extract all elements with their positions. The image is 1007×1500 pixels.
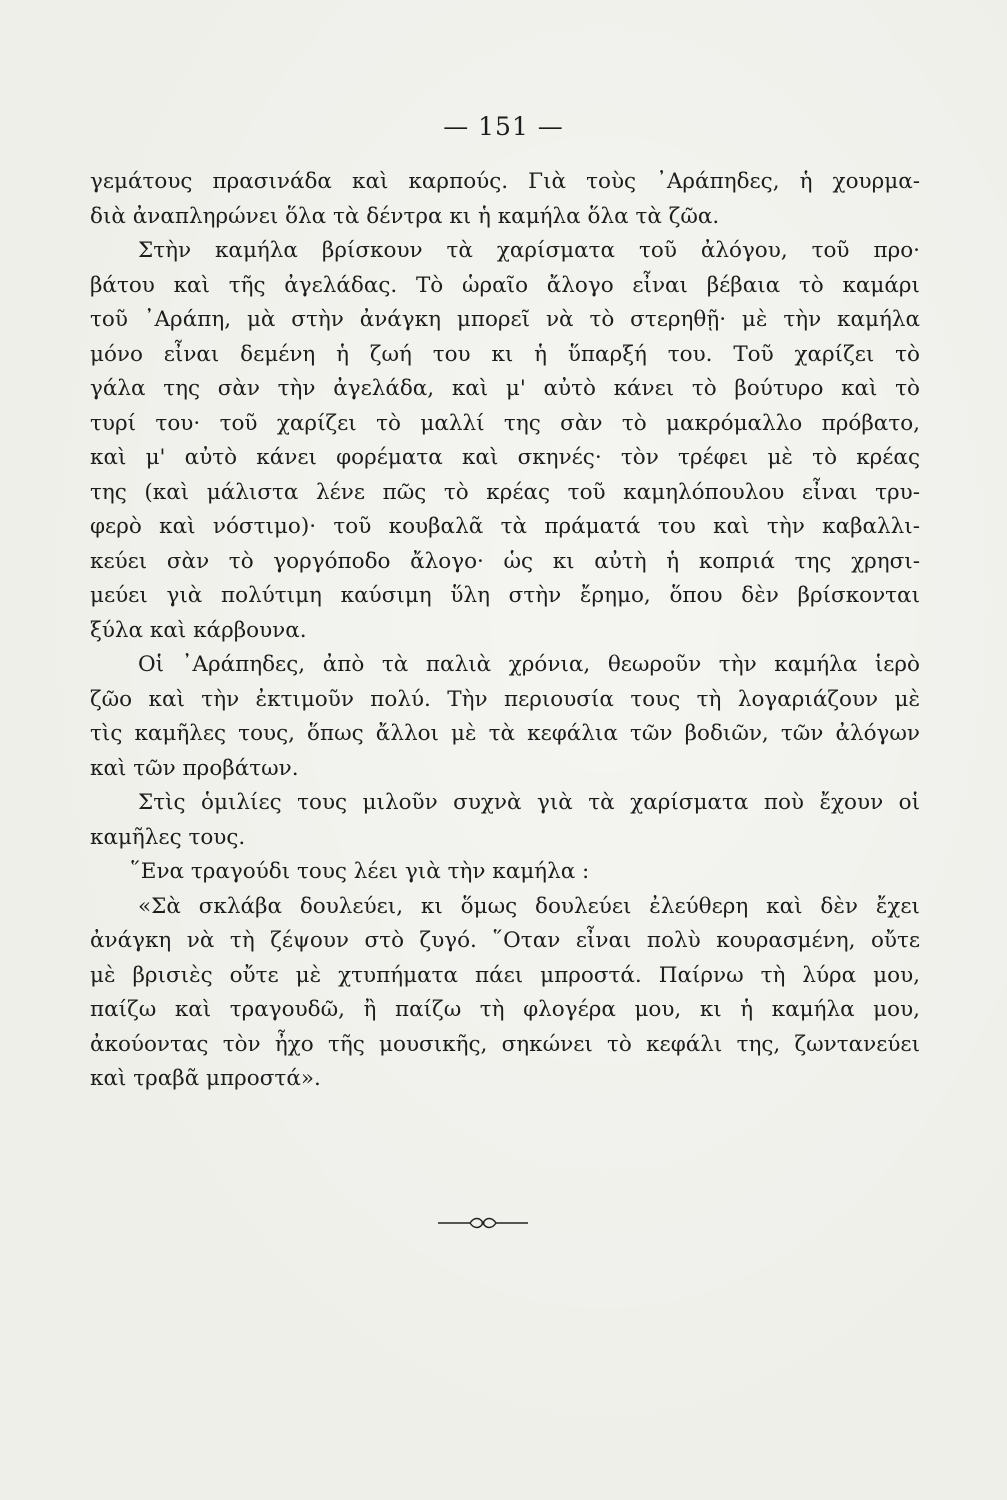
- text-line: τυρί του· τοῦ χαρίζει τὸ μαλλί της σὰν τὸ μακρόμαλλο πρόβατο,: [90, 410, 920, 436]
- text-line: βάτου καὶ τῆς ἀγελάδας. Τὸ ὡραῖο ἄλογο εἶναι βέβαια τὸ καμάρι: [90, 272, 920, 298]
- text-line: «Σὰ σκλάβα δουλεύει, κι ὅμως δουλεύει ἐλεύθερη καὶ δὲν ἔχει: [138, 893, 920, 919]
- text-line: καὶ μ' αὐτὸ κάνει φορέματα καὶ σκηνές· τὸν τρέφει μὲ τὸ κρέας: [90, 445, 920, 470]
- text-line: Στὶς ὁμιλίες τους μιλοῦν συχνὰ γιὰ τὰ χαρίσματα ποὺ ἔχουν οἱ: [138, 790, 920, 815]
- text-line: τὶς καμῆλες τους, ὅπως ἄλλοι μὲ τὰ κεφάλια τῶν βοδιῶν, τῶν ἀλόγων: [90, 721, 920, 746]
- text-line: γεμάτους πρασινάδα καὶ καρπούς. Γιὰ τοὺς ᾿Αράπηδες, ἡ χουρμα-: [90, 169, 920, 194]
- text-line: ῞Ενα τραγούδι τους λέει γιὰ τὴν καμήλα :: [130, 859, 590, 884]
- text-line: μεύει γιὰ πολύτιμη καύσιμη ὕλη στὴν ἔρημο, ὅπου δὲν βρίσκονται: [90, 583, 920, 608]
- text-line: Οἱ ᾿Αράπηδες, ἀπὸ τὰ παλιὰ χρόνια, θεωροῦν τὴν καμήλα ἱερὸ: [138, 652, 920, 677]
- text-line: μὲ βρισιὲς οὔτε μὲ χτυπήματα πάει μπροστά. Παίρνω τὴ λύρα μου,: [90, 962, 920, 988]
- text-line: γάλα της σὰν τὴν ἀγελάδα, καὶ μ' αὐτὸ κάνει τὸ βούτυρο καὶ τὸ: [90, 376, 920, 401]
- text-line: καὶ τραβᾶ μπροστά».: [90, 1066, 321, 1091]
- text-line: ζῶο καὶ τὴν ἐκτιμοῦν πολύ. Τὴν περιουσία τους τὴ λογαριάζουν μὲ: [90, 686, 920, 712]
- tailpiece-ornament-icon: [438, 1215, 528, 1231]
- text-line: μόνο εἶναι δεμένη ἡ ζωή του κι ἡ ὕπαρξή του. Τοῦ χαρίζει τὸ: [90, 341, 920, 367]
- text-line: ἀκούοντας τὸν ἦχο τῆς μουσικῆς, σηκώνει τὸ κεφάλι της, ζωντανεύει: [90, 1031, 920, 1057]
- page-number: — 151 —: [443, 112, 564, 141]
- text-line: της (καὶ μάλιστα λένε πῶς τὸ κρέας τοῦ καμηλόπουλου εἶναι τρυ-: [90, 479, 920, 505]
- text-line: ξύλα καὶ κάρβουνα.: [90, 617, 307, 643]
- text-line: ἀνάγκη νὰ τὴ ζέψουν στὸ ζυγό. ῞Οταν εἶναι πολὺ κουρασμένη, οὔτε: [90, 928, 920, 953]
- text-line: καὶ τῶν προβάτων.: [90, 755, 299, 781]
- body-text: [90, 165, 920, 1097]
- text-line: κεύει σὰν τὸ γοργόποδο ἄλογο· ὡς κι αὐτὴ ἡ κοπριά της χρησι-: [90, 548, 920, 574]
- text-line: Στὴν καμήλα βρίσκουν τὰ χαρίσματα τοῦ ἀλόγου, τοῦ προ·: [138, 238, 920, 263]
- text-line: διὰ ἀναπληρώνει ὅλα τὰ δέντρα κι ἡ καμήλα ὅλα τὰ ζῶα.: [90, 203, 720, 229]
- text-line: φερὸ καὶ νόστιμο)· τοῦ κουβαλᾶ τὰ πράματά του καὶ τὴν καβαλλι-: [90, 514, 920, 539]
- text-line: καμῆλες τους.: [90, 824, 246, 850]
- text-line: τοῦ ᾿Αράπη, μὰ στὴν ἀνάγκη μπορεῖ νὰ τὸ στερηθῇ· μὲ τὴν καμήλα: [90, 307, 920, 332]
- text-line: παίζω καὶ τραγουδῶ, ἢ παίζω τὴ φλογέρα μου, κι ἡ καμήλα μου,: [90, 997, 920, 1022]
